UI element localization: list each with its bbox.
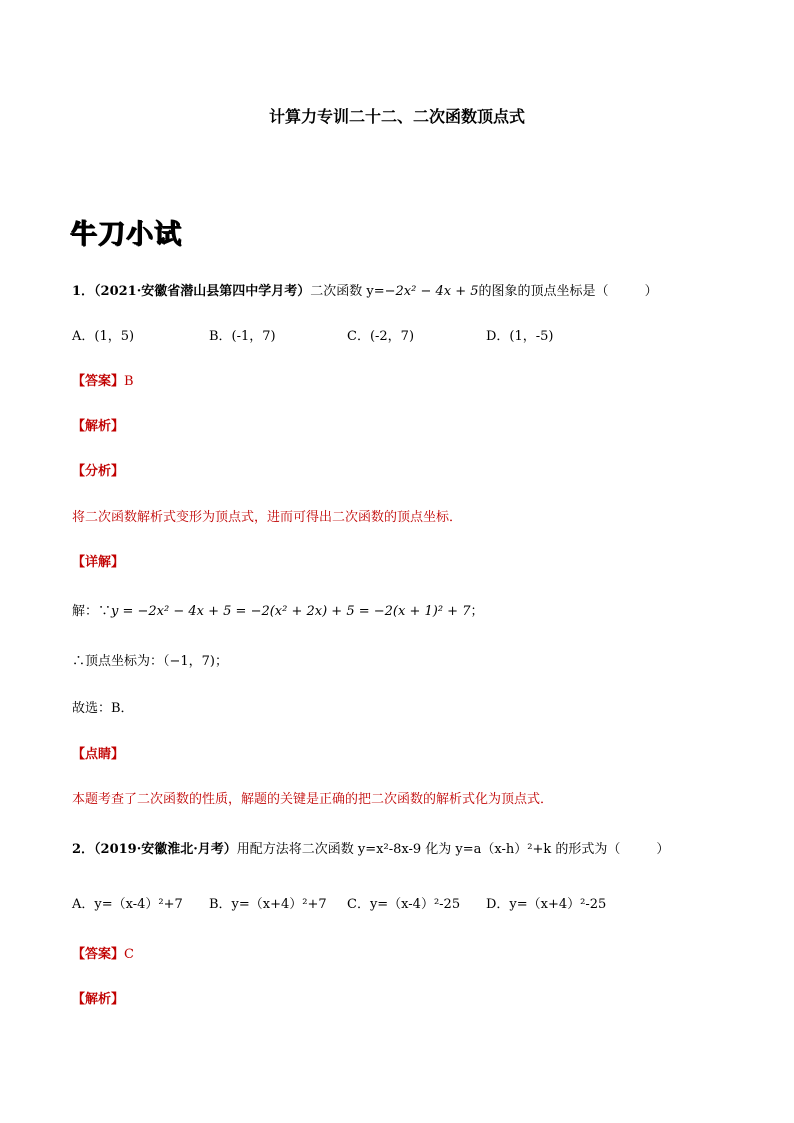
question-1-vertex-line: ∴顶点坐标为：（−1，7)； [72, 654, 229, 669]
question-1-fenxi-label: 【分析】 [72, 464, 125, 479]
question-2-option-b: B．y=（x+4）²+7 [209, 897, 327, 912]
section-heading: 牛刀小试 [70, 219, 182, 250]
question-1-number: 1． [72, 284, 95, 299]
question-2-answer [72, 943, 134, 962]
question-2-source: （2019·安徽淮北·月考） [94, 842, 237, 857]
detail-suffix: ； [470, 604, 484, 619]
answer-label: 【答案】 [72, 947, 125, 962]
question-1-text-after: 的图象的顶点坐标是（ [478, 284, 609, 299]
question-1-detail-formula-line [72, 600, 484, 619]
question-1-choose-line: 故选：B． [72, 701, 134, 716]
question-1-option-a: A．(1，5) [72, 329, 135, 344]
question-1-option-b: B．(-1，7) [209, 329, 276, 344]
detail-prefix: 解：∵ [72, 604, 112, 619]
question-2-option-c: C．y=（x-4）²-25 [347, 897, 461, 912]
page-title: 计算力专训二十二、二次函数顶点式 [268, 107, 525, 126]
question-1-option-d: D．(1，-5) [486, 329, 554, 344]
question-1-option-c: C．(-2，7) [347, 329, 415, 344]
question-2-analysis-label: 【解析】 [72, 992, 125, 1007]
question-2-close: ） [656, 842, 670, 857]
question-1-detail-label: 【详解】 [72, 555, 125, 570]
answer-label: 【答案】 [72, 374, 125, 389]
question-1-text-before: 二次函数 y= [310, 284, 385, 299]
question-1-answer [72, 370, 134, 389]
answer-value: C [124, 947, 134, 962]
question-2-number: 2． [72, 842, 95, 857]
detail-formula: y = −2x² − 4x + 5 = −2(x² + 2x) + 5 = −2(x + 1)² + 7 [111, 604, 471, 619]
question-1-comment-text: 本题考查了二次函数的性质，解题的关键是正确的把二次函数的解析式化为顶点式． [72, 792, 554, 807]
question-1-close: ） [644, 284, 658, 299]
question-1-comment-label: 【点睛】 [72, 747, 125, 762]
question-2-text: 用配方法将二次函数 y=x²-8x-9 化为 y=a（x-h）²+k 的形式为（ [236, 842, 621, 857]
question-2-option-a: A．y=（x-4）²+7 [72, 897, 183, 912]
question-1-stem [72, 280, 658, 299]
question-1-analysis-label: 【解析】 [72, 419, 125, 434]
question-1-fenxi-text: 将二次函数解析式变形为顶点式，进而可得出二次函数的顶点坐标． [72, 510, 463, 525]
answer-value: B [124, 374, 134, 389]
question-1-source: （2021·安徽省潜山县第四中学月考） [94, 284, 311, 299]
question-2-option-d: D．y=（x+4）²-25 [486, 897, 607, 912]
question-2-stem [72, 838, 669, 857]
question-1-formula: −2x² − 4x + 5 [384, 284, 479, 299]
